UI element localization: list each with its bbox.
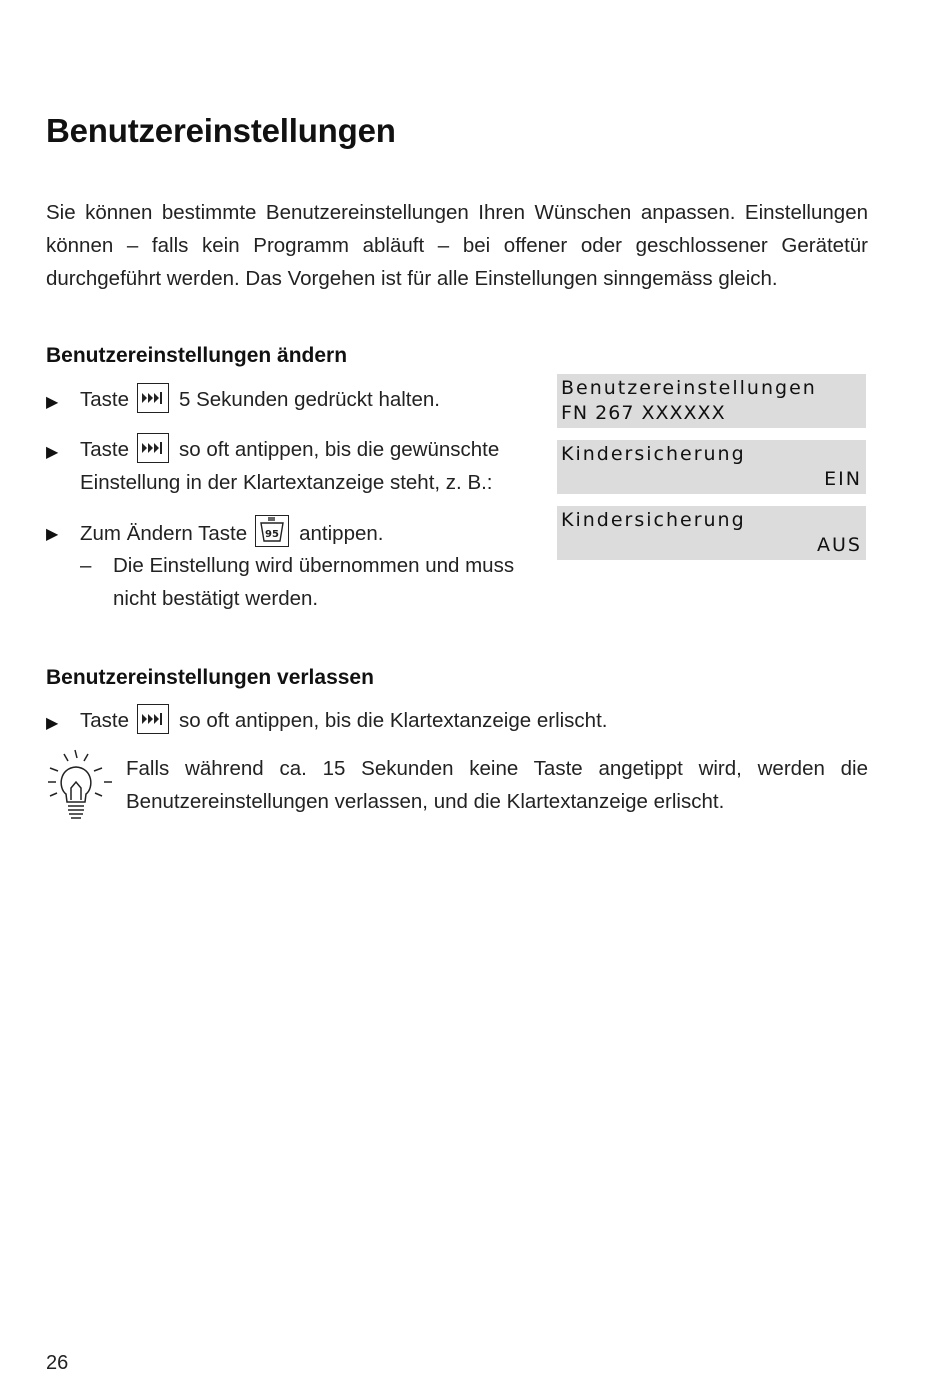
tip-text: Falls während ca. 15 Sekunden keine Taste angetippt wird, werden die Benutzereinstellungen verlassen, und die Klartextanzeige erlischt.: [126, 757, 868, 813]
display-panel-child-lock-off: Kindersicherung AUS: [557, 506, 866, 560]
intro-paragraph: Sie können bestimmte Benutzereinstellungen Ihren Wünschen anpassen. Einstellungen können – falls kein Programm abläuft – bei offener oder geschlossener Gerätetür durchgeführt werden. Das Vorgehen ist für alle Einstellungen sinngemäss gleich.: [46, 201, 868, 290]
program-95-key-icon: [255, 515, 289, 547]
section-heading-leave: Benutzereinstellungen verlassen: [46, 666, 374, 689]
step-change-2: Taste so oft antippen, bis die gewünschte Einstellung in der Klartextanzeige steht, z. B.:: [80, 433, 540, 499]
triangle-bullet-icon: ▶: [46, 394, 59, 411]
display-panel-settings: Benutzereinstellungen FN 267 XXXXXX: [557, 374, 866, 428]
step-change-3: Zum Ändern Taste 95 antippen.: [80, 515, 383, 550]
skip-forward-key-icon: [137, 704, 169, 734]
step-leave-1: Taste so oft antippen, bis die Klartextanzeige erlischt.: [80, 704, 607, 737]
svg-text:95: 95: [265, 529, 280, 540]
lightbulb-icon: [44, 748, 116, 829]
triangle-bullet-icon: ▶: [46, 715, 59, 732]
triangle-bullet-icon: ▶: [46, 444, 59, 461]
step-change-1: Taste 5 Sekunden gedrückt halten.: [80, 383, 440, 416]
page-number: 26: [46, 1352, 69, 1374]
sub-step-dash: –: [80, 554, 92, 577]
triangle-bullet-icon: ▶: [46, 526, 59, 543]
section-heading-change: Benutzereinstellungen ändern: [46, 344, 348, 367]
skip-forward-key-icon: [137, 433, 169, 463]
display-panel-child-lock-on: Kindersicherung EIN: [557, 440, 866, 494]
skip-forward-key-icon: [137, 383, 169, 413]
sub-step-text: Die Einstellung wird übernommen und muss nicht bestätigt werden.: [113, 554, 515, 610]
page-title: Benutzereinstellungen: [46, 112, 396, 149]
